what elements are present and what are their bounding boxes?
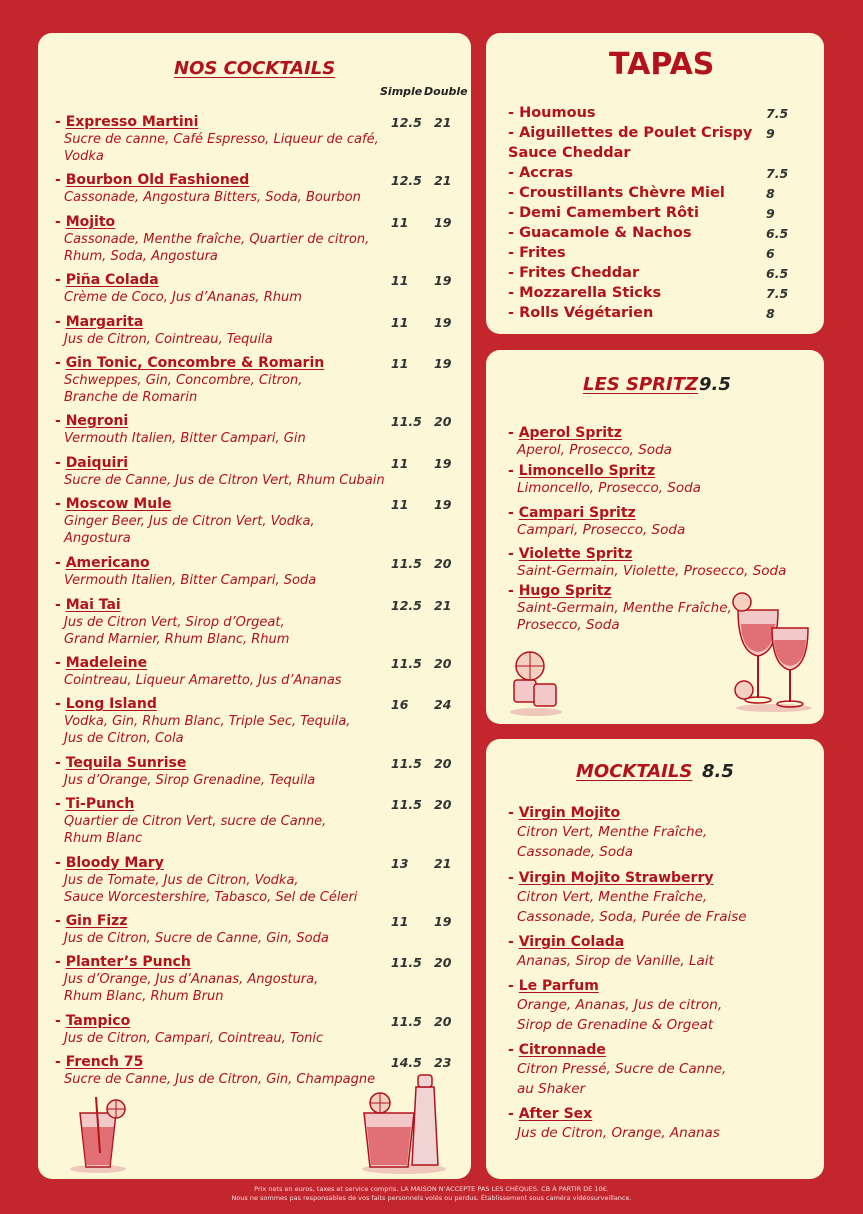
tapas-item: - Frites	[508, 245, 566, 261]
tapas-price: 7.5	[766, 166, 789, 181]
cocktail-item	[55, 855, 357, 906]
spritz-name: - Campari Spritz	[508, 505, 636, 521]
price-simple: 11	[391, 356, 409, 371]
spritz-item	[508, 582, 732, 634]
spritz-name: - Aperol Spritz	[508, 425, 622, 441]
mocktail-description: Citron Vert, Menthe Fraîche, Cassonade, Soda	[517, 824, 708, 860]
cocktail-name-text: Mai Tai	[65, 597, 121, 613]
tapas-name: Guacamole & Nachos	[519, 225, 692, 241]
price-double: 20	[434, 556, 452, 571]
spritz-name: - Violette Spritz	[508, 546, 633, 562]
price-double: 20	[434, 756, 452, 771]
cocktail-description: Cointreau, Liqueur Amaretto, Jus d’Ananas	[64, 673, 342, 688]
tapas-name: Accras	[519, 165, 574, 181]
price-simple: 12.5	[391, 115, 422, 130]
cocktail-name: - Negroni	[55, 413, 129, 429]
cocktail-name: - Daiquiri	[55, 455, 129, 471]
cocktail-item	[55, 1054, 375, 1088]
price-simple: 11.5	[391, 1014, 422, 1029]
spritz-name-text: Violette Spritz	[518, 546, 633, 562]
mocktail-name: - Virgin Colada	[508, 934, 625, 950]
cocktail-description: Sucre de Canne, Jus de Citron, Gin, Champagne	[64, 1072, 376, 1087]
cocktail-name-text: Piña Colada	[65, 272, 159, 288]
cocktail-item	[55, 913, 329, 947]
price-double: 19	[434, 497, 452, 512]
tapas-item: - Croustillants Chèvre Miel	[508, 185, 725, 201]
price-double: 19	[434, 273, 452, 288]
tapas-price: 9	[766, 126, 775, 141]
cocktail-description: Cassonade, Angostura Bitters, Soda, Bourbon	[64, 190, 361, 205]
cocktail-name-text: Margarita	[65, 314, 144, 330]
spritz-name-text: Campari Spritz	[518, 505, 636, 521]
mocktails-price: 8.5	[702, 761, 734, 782]
cocktail-item	[55, 413, 306, 447]
cocktail-name: - Mojito	[55, 214, 116, 230]
spritz-name-text: Aperol Spritz	[518, 425, 622, 441]
cocktail-item	[55, 597, 289, 648]
price-double: 21	[434, 856, 452, 871]
spritz-name-text: Hugo Spritz	[518, 583, 612, 599]
mocktail-description: Ananas, Sirop de Vanille, Lait	[517, 953, 714, 969]
cocktail-item	[55, 655, 342, 689]
price-simple: 11.5	[391, 556, 422, 571]
price-double: 20	[434, 414, 452, 429]
cocktail-glass-illustration	[66, 1093, 130, 1175]
cocktail-item	[55, 1013, 323, 1047]
cocktail-name: - Bloody Mary	[55, 855, 164, 871]
cocktail-item	[55, 496, 315, 547]
cocktail-item	[55, 555, 316, 589]
cocktail-name: - Mai Tai	[55, 597, 121, 613]
cocktail-name: - Gin Fizz	[55, 913, 128, 929]
tapas-price: 6	[766, 246, 775, 261]
price-double: 20	[434, 1014, 452, 1029]
cocktail-name: - Madeleine	[55, 655, 148, 671]
spritz-name: - Hugo Spritz	[508, 583, 612, 599]
price-double: 21	[434, 598, 452, 613]
tapas-name: Aiguillettes de Poulet Crispy Sauce Cheddar	[508, 125, 753, 161]
mocktail-name: - After Sex	[508, 1106, 593, 1122]
cocktail-item	[55, 954, 318, 1005]
price-simple: 11.5	[391, 955, 422, 970]
mocktail-item	[508, 1041, 726, 1099]
tapas-title: TAPAS	[609, 47, 715, 82]
cocktail-description: Jus d’Orange, Sirop Grenadine, Tequila	[64, 773, 316, 788]
cocktails-title: NOS COCKTAILS	[174, 58, 336, 79]
price-double: 24	[434, 697, 452, 712]
cocktail-name: - Americano	[55, 555, 150, 571]
cocktail-name: - Ti-Punch	[55, 796, 135, 812]
cocktail-description: Jus de Citron, Cointreau, Tequila	[64, 332, 273, 347]
price-simple: 13	[391, 856, 409, 871]
mocktail-item	[508, 1105, 720, 1143]
cocktail-description: Crème de Coco, Jus d’Ananas, Rhum	[64, 290, 302, 305]
cocktail-name-text: Gin Fizz	[65, 913, 128, 929]
tapas-item: - Rolls Végétarien	[508, 305, 654, 321]
tapas-name: Frites	[519, 245, 566, 261]
tapas-item: - Accras	[508, 165, 574, 181]
price-simple: 11	[391, 273, 409, 288]
cocktail-name-text: Expresso Martini	[65, 114, 199, 130]
spritz-glasses-illustration	[732, 590, 816, 714]
price-simple: 11	[391, 914, 409, 929]
price-double: 19	[434, 315, 452, 330]
mocktail-item	[508, 804, 707, 862]
cocktail-name: - Piña Colada	[55, 272, 159, 288]
price-double: 19	[434, 356, 452, 371]
spritz-item	[508, 462, 701, 497]
cocktail-description: Jus de Tomate, Jus de Citron, Vodka, Sauce Worcestershire, Tabasco, Sel de Céleri	[64, 873, 358, 905]
mocktail-description: Citron Pressé, Sucre de Canne, au Shaker	[517, 1061, 727, 1097]
mocktail-name: - Virgin Mojito	[508, 805, 621, 821]
spritz-description: Aperol, Prosecco, Soda	[517, 442, 672, 458]
price-double: 19	[434, 914, 452, 929]
cocktail-name: - Expresso Martini	[55, 114, 199, 130]
mocktail-name-text: Virgin Colada	[518, 934, 625, 950]
tapas-item: - Frites Cheddar	[508, 265, 640, 281]
spritz-panel	[486, 350, 824, 724]
spritz-title: LES SPRITZ	[583, 374, 699, 395]
tapas-price: 6.5	[766, 226, 789, 241]
spritz-price: 9.5	[699, 374, 731, 395]
cocktail-description: Vermouth Italien, Bitter Campari, Soda	[64, 573, 317, 588]
cocktail-item	[55, 696, 350, 747]
cocktail-name: - Long Island	[55, 696, 157, 712]
price-simple: 11.5	[391, 756, 422, 771]
tapas-name: Mozzarella Sticks	[519, 285, 662, 301]
price-double: 23	[434, 1055, 452, 1070]
cocktail-name-text: Tequila Sunrise	[65, 755, 187, 771]
mocktail-name-text: Citronnade	[518, 1042, 606, 1058]
cocktail-description: Cassonade, Menthe fraîche, Quartier de citron, Rhum, Soda, Angostura	[64, 232, 370, 264]
price-double: 19	[434, 215, 452, 230]
cocktail-description: Jus d’Orange, Jus d’Ananas, Angostura, Rhum Blanc, Rhum Brun	[64, 972, 319, 1004]
mocktail-name: - Virgin Mojito Strawberry	[508, 870, 714, 886]
spritz-item	[508, 504, 685, 539]
cocktail-name-text: Planter’s Punch	[65, 954, 191, 970]
cocktail-description: Jus de Citron Vert, Sirop d’Orgeat, Grand Marnier, Rhum Blanc, Rhum	[64, 615, 290, 647]
price-simple: 16	[391, 697, 409, 712]
cocktail-name-text: Moscow Mule	[65, 496, 172, 512]
cocktail-description: Sucre de Canne, Jus de Citron Vert, Rhum Cubain	[64, 473, 385, 488]
cocktail-item	[55, 214, 369, 265]
mocktails-title: MOCKTAILS	[576, 761, 693, 782]
cocktail-description: Quartier de Citron Vert, sucre de Canne, Rhum Blanc	[64, 814, 327, 846]
cocktail-shaker-illustration	[358, 1069, 450, 1175]
tapas-price: 8	[766, 306, 775, 321]
cocktail-description: Vermouth Italien, Bitter Campari, Gin	[64, 431, 306, 446]
spritz-description: Limoncello, Prosecco, Soda	[517, 480, 701, 496]
price-simple: 11	[391, 215, 409, 230]
price-simple: 11.5	[391, 656, 422, 671]
price-simple: 11	[391, 497, 409, 512]
spritz-name-text: Limoncello Spritz	[518, 463, 656, 479]
cocktail-name: - French 75	[55, 1054, 144, 1070]
price-double: 21	[434, 173, 452, 188]
col-simple-header: Simple	[380, 85, 423, 98]
price-simple: 14.5	[391, 1055, 422, 1070]
spritz-description: Campari, Prosecco, Soda	[517, 522, 686, 538]
mocktail-description: Jus de Citron, Orange, Ananas	[517, 1125, 720, 1141]
cocktail-name: - Tampico	[55, 1013, 131, 1029]
cocktail-description: Vodka, Gin, Rhum Blanc, Triple Sec, Tequila, Jus de Citron, Cola	[64, 714, 351, 746]
price-simple: 11	[391, 315, 409, 330]
tapas-price: 8	[766, 186, 775, 201]
cocktail-description: Schweppes, Gin, Concombre, Citron, Branche de Romarin	[64, 373, 303, 405]
price-double: 21	[434, 115, 452, 130]
cocktail-item	[55, 172, 361, 206]
cocktail-name-text: Tampico	[65, 1013, 131, 1029]
spritz-description: Saint-Germain, Menthe Fraîche, Prosecco, Soda	[517, 600, 732, 633]
cocktail-name-text: Negroni	[65, 413, 129, 429]
price-double: 20	[434, 797, 452, 812]
cocktail-name-text: French 75	[65, 1054, 144, 1070]
cocktail-name: - Planter’s Punch	[55, 954, 191, 970]
tapas-item: - Mozzarella Sticks	[508, 285, 662, 301]
spritz-item	[508, 545, 786, 580]
footer-line-2: Nous ne sommes pas responsables de vos faits personnels volés ou perdus. Établissement sous caméra vidéosurveillance.	[231, 1194, 632, 1202]
mocktail-name-text: Le Parfum	[518, 978, 599, 994]
price-simple: 12.5	[391, 173, 422, 188]
mocktail-description: Orange, Ananas, Jus de citron, Sirop de Grenadine & Orgeat	[517, 997, 723, 1033]
mocktail-name-text: Virgin Mojito Strawberry	[518, 870, 714, 886]
cocktail-item	[55, 455, 385, 489]
price-simple: 12.5	[391, 598, 422, 613]
footer-notice	[0, 1185, 863, 1203]
cocktail-item	[55, 796, 326, 847]
cocktail-item	[55, 272, 302, 306]
cocktail-item	[55, 355, 324, 406]
cocktail-name-text: Madeleine	[65, 655, 148, 671]
tapas-item: - Houmous	[508, 105, 596, 121]
cocktail-item	[55, 755, 315, 789]
cocktail-name: - Moscow Mule	[55, 496, 172, 512]
cocktail-name: - Gin Tonic, Concombre & Romarin	[55, 355, 325, 371]
mocktail-item	[508, 869, 747, 927]
spritz-description: Saint-Germain, Violette, Prosecco, Soda	[517, 563, 787, 579]
cocktail-name-text: Bourbon Old Fashioned	[65, 172, 250, 188]
price-simple: 11.5	[391, 797, 422, 812]
mocktail-item	[508, 933, 714, 971]
orange-ice-illustration	[506, 646, 566, 718]
tapas-item: - Demi Camembert Rôti	[508, 205, 699, 221]
cocktail-name: - Margarita	[55, 314, 144, 330]
cocktail-name-text: Gin Tonic, Concombre & Romarin	[65, 355, 325, 371]
price-simple: 11	[391, 456, 409, 471]
tapas-item: - Guacamole & Nachos	[508, 225, 692, 241]
cocktail-description: Jus de Citron, Sucre de Canne, Gin, Soda	[64, 931, 329, 946]
mocktail-description: Citron Vert, Menthe Fraîche, Cassonade, Soda, Purée de Fraise	[517, 889, 747, 925]
cocktail-description: Ginger Beer, Jus de Citron Vert, Vodka, Angostura	[64, 514, 315, 546]
cocktail-name: - Tequila Sunrise	[55, 755, 187, 771]
tapas-price: 7.5	[766, 286, 789, 301]
col-double-header: Double	[424, 85, 468, 98]
footer-line-1: Prix nets en euros, taxes et service compris. LA MAISON N’ACCEPTE PAS LES CHÈQUES. CB À PARTIR DE 10€.	[254, 1185, 609, 1193]
mocktail-item	[508, 977, 722, 1035]
mocktail-name-text: After Sex	[518, 1106, 593, 1122]
tapas-name: Houmous	[519, 105, 596, 121]
cocktail-name-text: Mojito	[65, 214, 116, 230]
tapas-panel	[486, 33, 824, 334]
tapas-name: Demi Camembert Rôti	[519, 205, 699, 221]
mocktail-name: - Le Parfum	[508, 978, 599, 994]
tapas-name: Rolls Végétarien	[519, 305, 654, 321]
tapas-name: Croustillants Chèvre Miel	[519, 185, 725, 201]
cocktail-name: - Bourbon Old Fashioned	[55, 172, 250, 188]
spritz-name: - Limoncello Spritz	[508, 463, 656, 479]
spritz-item	[508, 424, 672, 459]
tapas-price: 7.5	[766, 106, 789, 121]
tapas-item: - Aiguillettes de Poulet Crispy Sauce Cheddar	[508, 125, 753, 161]
cocktails-panel	[38, 33, 471, 1179]
tapas-price: 6.5	[766, 266, 789, 281]
price-simple: 11.5	[391, 414, 422, 429]
mocktail-name: - Citronnade	[508, 1042, 606, 1058]
price-double: 20	[434, 656, 452, 671]
cocktail-name-text: Daiquiri	[65, 455, 129, 471]
cocktail-item	[55, 114, 379, 165]
tapas-price: 9	[766, 206, 775, 221]
price-double: 20	[434, 955, 452, 970]
cocktail-name-text: Americano	[65, 555, 150, 571]
cocktail-description: Sucre de canne, Café Espresso, Liqueur de café, Vodka	[64, 132, 379, 164]
price-double: 19	[434, 456, 452, 471]
cocktail-name-text: Long Island	[65, 696, 157, 712]
mocktails-panel	[486, 739, 824, 1179]
cocktail-description: Jus de Citron, Campari, Cointreau, Tonic	[64, 1031, 324, 1046]
mocktail-name-text: Virgin Mojito	[518, 805, 621, 821]
cocktail-item	[55, 314, 273, 348]
cocktail-name-text: Bloody Mary	[65, 855, 164, 871]
tapas-name: Frites Cheddar	[519, 265, 640, 281]
cocktail-name-text: Ti-Punch	[65, 796, 135, 812]
